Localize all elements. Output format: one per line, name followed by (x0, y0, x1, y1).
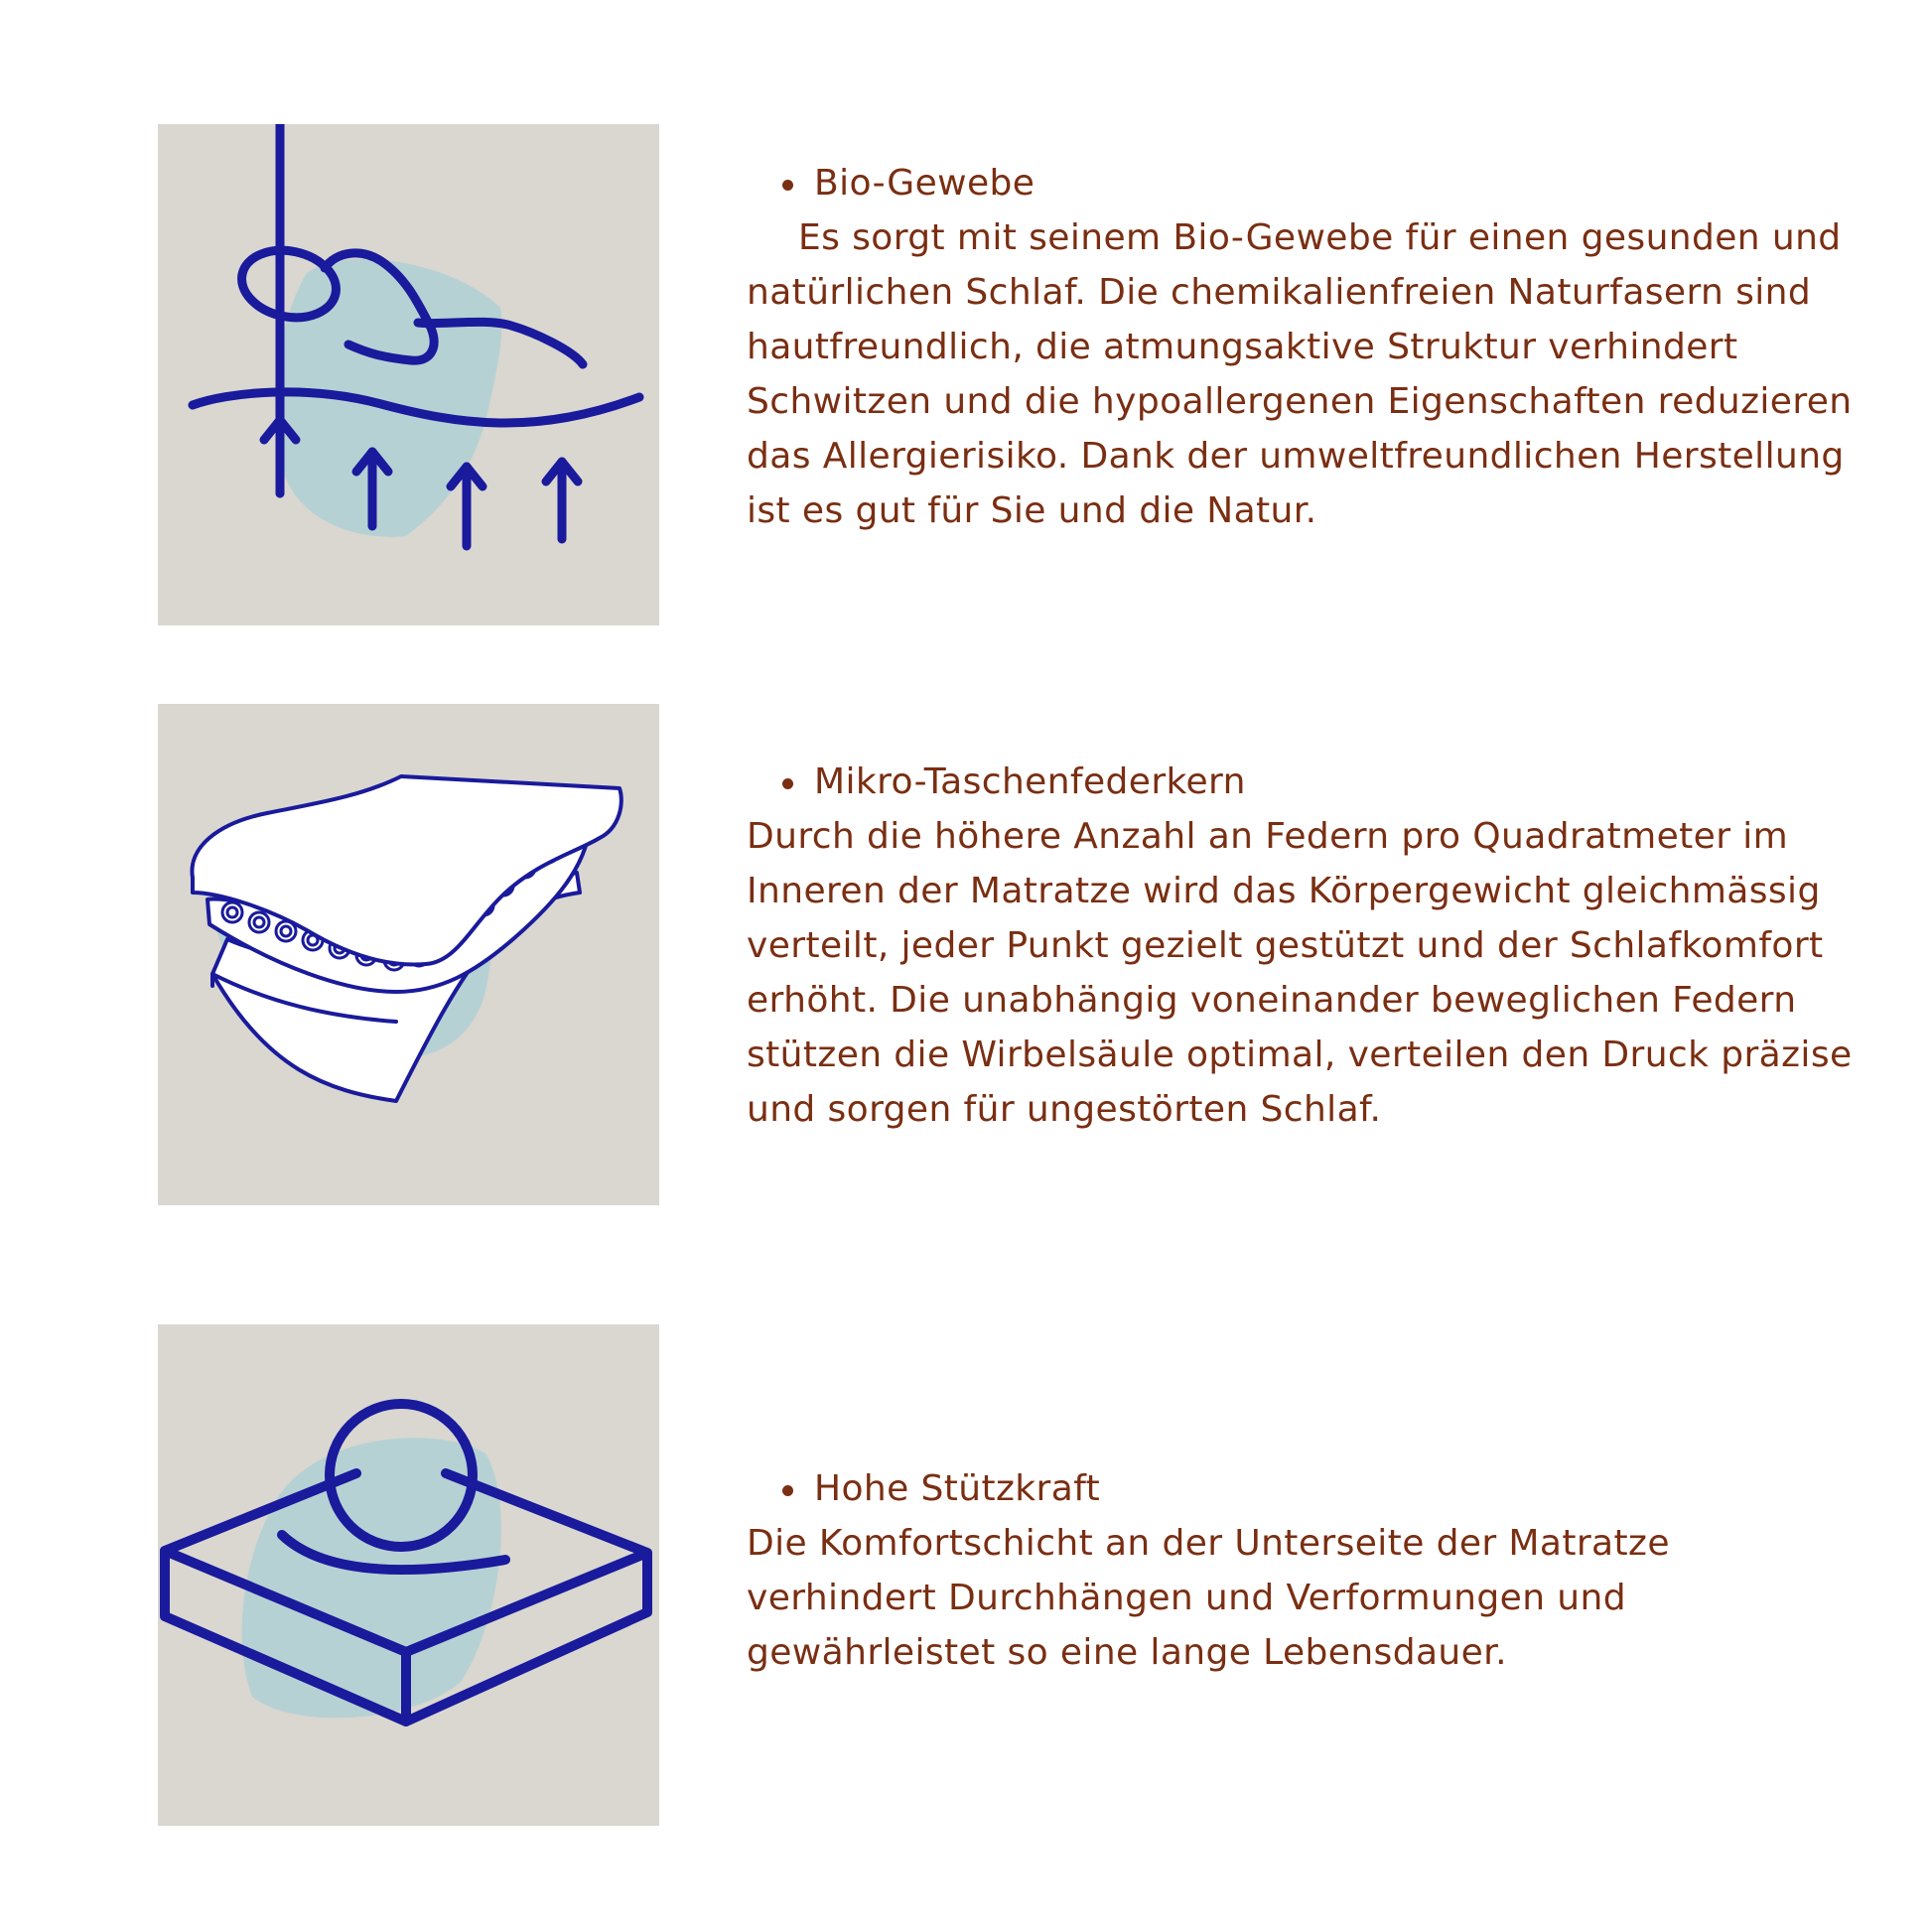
support-ball-mattress-icon (158, 1324, 659, 1826)
pocket-spring-layers-icon (158, 704, 659, 1205)
feature-text-bio-gewebe (747, 156, 1868, 538)
feature-title: Hohe Stützkraft (747, 1461, 1868, 1516)
feature-text-mikro-taschenfederkern (747, 755, 1868, 1137)
feature-title: Mikro-Taschenfederkern (747, 755, 1868, 809)
feature-description: Es sorgt mit seinem Bio-Gewebe für einen gesunden und natürlichen Schlaf. Die chemikalienfreien Naturfasern sind hautfreundlich, die atmungsaktive Struktur verhindert Schwitzen und die hypoallergenen Eigenschaften reduzieren das Allergierisiko. Dank der umweltfreundlichen Herstellung ist es gut für Sie und die Natur. (747, 217, 1853, 531)
feature-image-mikro-taschenfederkern (158, 704, 659, 1205)
feature-title: Bio-Gewebe (747, 156, 1868, 210)
feature-description: Die Komfortschicht an der Unterseite der Matratze verhindert Durchhängen und Verformungen und gewährleistet so eine lange Lebensdauer. (747, 1523, 1670, 1673)
sleeping-person-breathable-icon (158, 124, 659, 625)
feature-description: Durch die höhere Anzahl an Federn pro Quadratmeter im Inneren der Matratze wird das Körpergewicht gleichmässig verteilt, jeder Punkt gezielt gestützt und der Schlafkomfort erhöht. Die unabhängig voneinander beweglichen Federn stützen die Wirbelsäule optimal, verteilen den Druck präzise und sorgen für ungestörten Schlaf. (747, 816, 1853, 1130)
feature-image-hohe-stuetzkraft (158, 1324, 659, 1826)
feature-image-bio-gewebe (158, 124, 659, 625)
feature-text-hohe-stuetzkraft (747, 1461, 1868, 1680)
